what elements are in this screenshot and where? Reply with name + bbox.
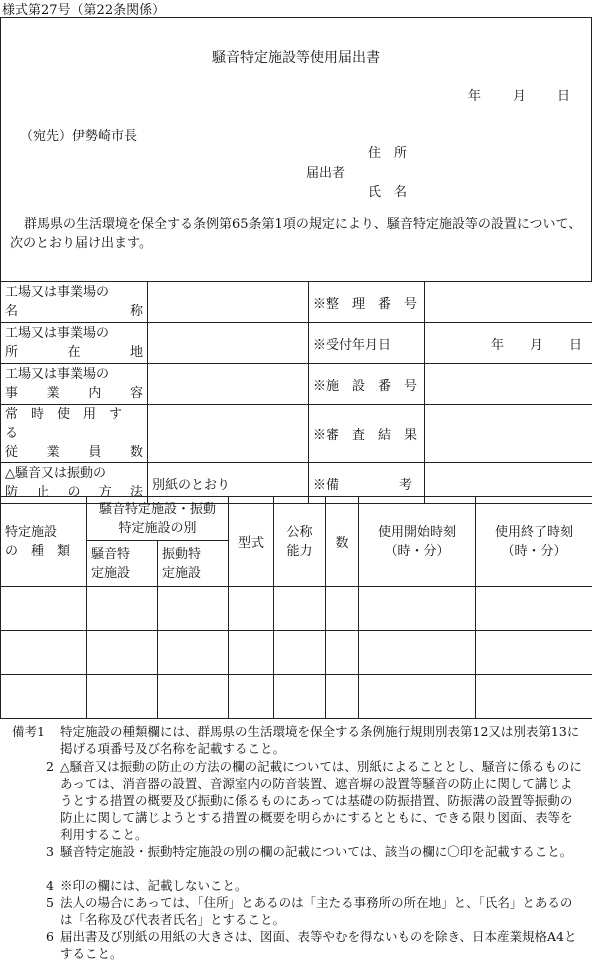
business-content-field[interactable]: [148, 364, 309, 405]
input-cell[interactable]: [326, 631, 359, 675]
facility-number-field[interactable]: [425, 364, 592, 405]
table-row: [1, 323, 592, 364]
page-title: 騒音特定施設等使用届出書: [0, 47, 592, 67]
input-cell[interactable]: [476, 587, 592, 631]
note-item: 5 法人の場合にあっては、「住所」とあるのは「主たる事務所の所在地」と、「氏名」とあるのは「名称及び代表者氏名」とすること。: [0, 894, 592, 928]
input-cell[interactable]: [158, 675, 229, 719]
date-month-label: 月: [513, 85, 526, 104]
factory-address-field[interactable]: [148, 323, 309, 364]
note-item: 6 届出書及び別紙の用紙の大きさは、図面、表等やむを得ないものを除き、日本産業規格A4とすること。: [0, 928, 592, 962]
input-cell[interactable]: [359, 587, 476, 631]
table-row: [1, 587, 592, 631]
row-label-line1: 工場又は事業場の: [5, 324, 143, 343]
review-result-field[interactable]: [425, 405, 592, 463]
input-cell[interactable]: [274, 631, 326, 675]
input-cell[interactable]: [87, 675, 158, 719]
input-cell[interactable]: [476, 631, 592, 675]
date-day-label: 日: [557, 85, 570, 104]
row-label-line2: 名 称: [5, 302, 143, 321]
statement-text: 群馬県の生活環境を保全する条例第65条第1項の規定により、騒音特定施設等の設置について、次のとおり届け出ます。: [10, 215, 584, 253]
input-cell[interactable]: [476, 675, 592, 719]
reference-number-label: ※整 理 番 号: [309, 282, 425, 323]
input-cell[interactable]: [359, 631, 476, 675]
table-row: [1, 282, 592, 323]
receipt-date-label: ※受付年月日: [309, 323, 425, 364]
input-cell[interactable]: [87, 587, 158, 631]
applicant-role-label: 届出者: [306, 162, 345, 181]
row-label-line2: 防 止 の 方 法: [5, 483, 143, 502]
row-label-line1: 工場又は事業場の: [5, 365, 143, 384]
facility-class-header: 騒音特定施設・振動 特定施設の別: [87, 497, 229, 541]
row-label: [1, 323, 148, 364]
input-cell[interactable]: [359, 675, 476, 719]
review-result-label: ※審 査 結 果: [309, 405, 425, 463]
input-cell[interactable]: [274, 587, 326, 631]
input-cell[interactable]: [326, 587, 359, 631]
row-label-line1: △騒音又は振動の: [5, 464, 143, 483]
reference-number-field[interactable]: [425, 282, 592, 323]
employee-count-field[interactable]: [148, 405, 309, 463]
note-item: 2 △騒音又は振動の防止の方法の欄の記載については、別紙によることとし、騒音に係るものにあっては、消音器の設置、音源室内の防音装置、遮音塀の設置等騒音の防止に関して講じようとする措置の概要及び振動に係るものにあっては基礎の防振措置、防振溝の設置等振動の防止に関して講じようとする措置の概要を明らかにするとともに、できる限り図面、表等を利用すること。: [0, 758, 592, 843]
facility-header-row: [1, 497, 592, 541]
input-cell[interactable]: [87, 631, 158, 675]
prevention-method-field[interactable]: 別紙のとおり: [148, 463, 309, 504]
input-cell[interactable]: [1, 675, 87, 719]
remarks-label: ※備 考: [309, 463, 425, 504]
model-header: 型式: [229, 497, 274, 587]
input-cell[interactable]: [158, 631, 229, 675]
input-cell[interactable]: [229, 587, 274, 631]
applicant-address-label: 住 所: [368, 142, 407, 161]
applicant-name-label: 氏 名: [368, 181, 407, 200]
facility-kind-header: 特定施設 の 種 類: [1, 497, 87, 587]
table-row: [1, 675, 592, 719]
input-cell[interactable]: [326, 675, 359, 719]
input-cell[interactable]: [1, 587, 87, 631]
table-row: [1, 405, 592, 463]
facility-number-label: ※施 設 番 号: [309, 364, 425, 405]
row-label: [1, 405, 148, 463]
row-label-line1: 常 時 使 用 す る: [5, 405, 143, 443]
row-label-line1: 工場又は事業場の: [5, 283, 143, 302]
form-number: 様式第27号（第22条関係）: [2, 0, 165, 18]
count-header: 数: [326, 497, 359, 587]
start-time-header: 使用開始時刻 （時・分）: [359, 497, 476, 587]
receipt-date-field[interactable]: 年 月 日: [425, 323, 592, 364]
addressee: （宛先）伊勢崎市長: [20, 125, 137, 144]
row-label-line2: 所 在 地: [5, 343, 143, 362]
row-label: [1, 282, 148, 323]
input-cell[interactable]: [1, 631, 87, 675]
note-item: 備考1 特定施設の種類欄には、群馬県の生活環境を保全する条例施行規則別表第12又は別表第13に掲げる項番号及び名称を記載すること。: [0, 723, 592, 757]
row-label: [1, 364, 148, 405]
input-cell[interactable]: [229, 631, 274, 675]
info-table: [0, 281, 592, 504]
vibration-facility-header: 振動特 定施設: [158, 541, 229, 587]
input-cell[interactable]: [229, 675, 274, 719]
input-cell[interactable]: [158, 587, 229, 631]
table-row: [1, 364, 592, 405]
noise-facility-header: 騒音特 定施設: [87, 541, 158, 587]
table-row: [1, 631, 592, 675]
input-cell[interactable]: [274, 675, 326, 719]
factory-name-field[interactable]: [148, 282, 309, 323]
row-label-line2: 従 業 員 数: [5, 443, 143, 462]
note-item: 3 騒音特定施設・振動特定施設の別の欄の記載については、該当の欄に〇印を記載すること。: [0, 843, 592, 860]
end-time-header: 使用終了時刻 （時・分）: [476, 497, 592, 587]
capacity-header: 公称 能力: [274, 497, 326, 587]
facility-table: [0, 496, 592, 719]
row-label-line2: 事 業 内 容: [5, 384, 143, 403]
note-item: 4 ※印の欄には、記載しないこと。: [0, 877, 592, 894]
date-year-label: 年: [468, 85, 481, 104]
